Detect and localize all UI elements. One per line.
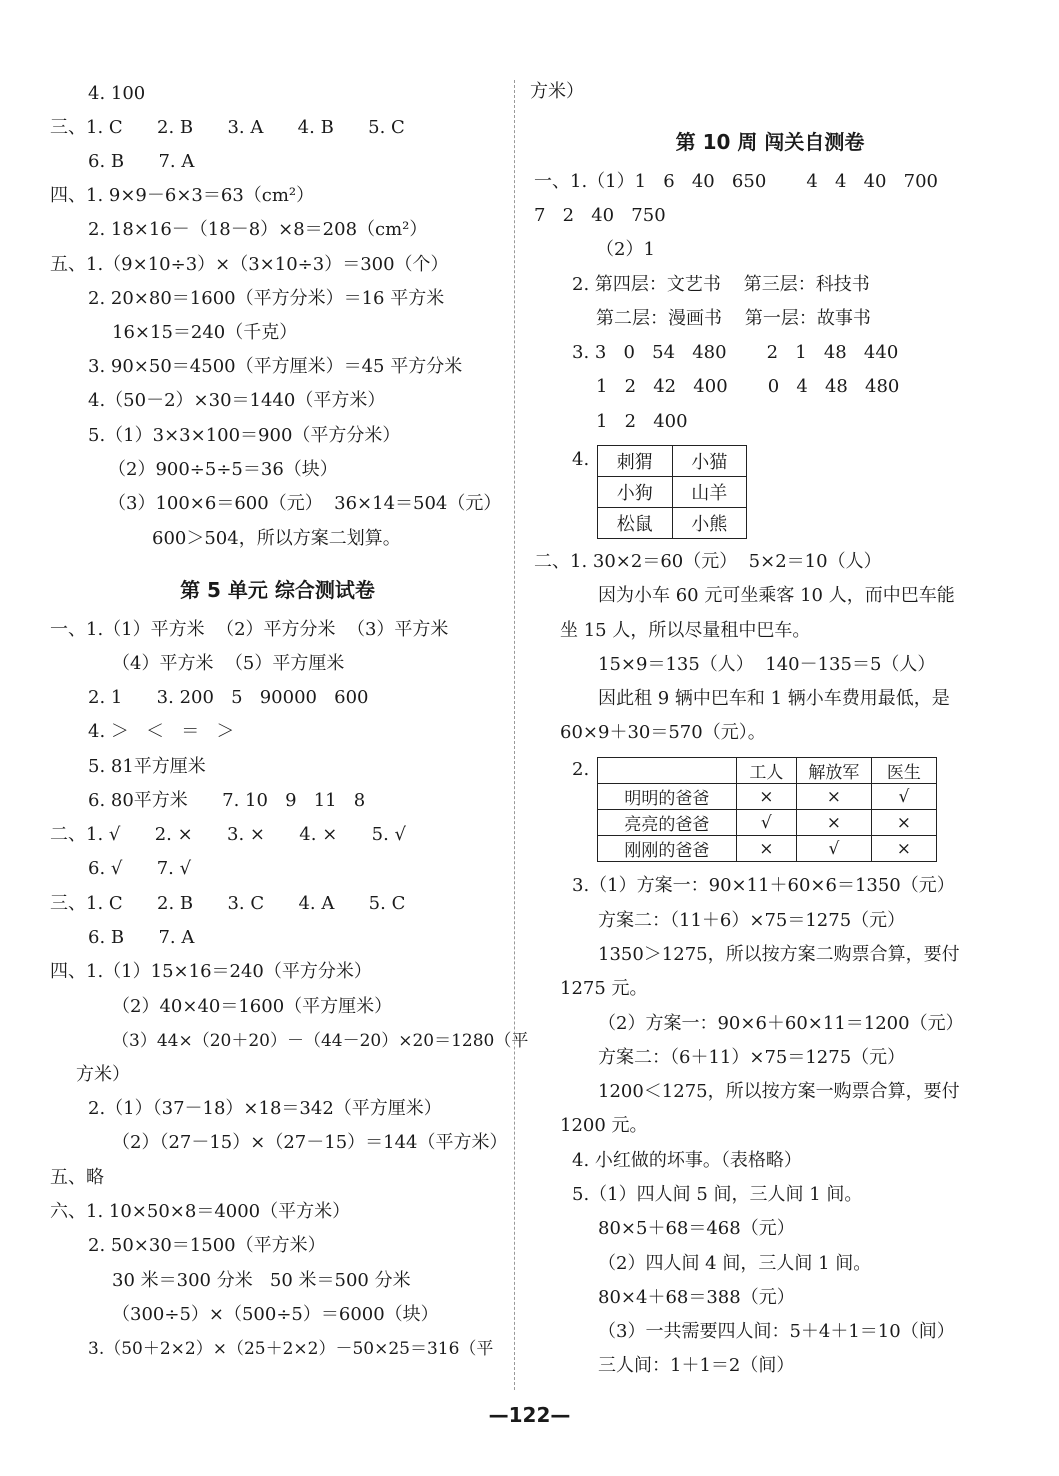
answer-line: 2.（1）（37－18）×18＝342（平方厘米）: [88, 1098, 442, 1119]
table-header-cell: 医生: [871, 758, 936, 784]
answer-line: 3. 90×50＝4500（平方厘米）＝45 平方分米: [88, 356, 463, 377]
job-table: [597, 757, 937, 862]
answer-line: 6. B 7. A: [88, 151, 195, 172]
table-cell: 小狗: [598, 477, 673, 508]
answer-line: 坐 15 人，所以尽量租中巴车。: [560, 620, 811, 641]
answer-line: 1 2 42 400 0 4 48 480: [596, 376, 900, 397]
answer-line: 1 2 400: [596, 411, 688, 432]
answer-line: 三、1. C 2. B 3. A 4. B 5. C: [50, 117, 405, 138]
answer-line: （3）一共需要四人间：5＋4＋1＝10（间）: [598, 1321, 955, 1342]
answer-line: （4）平方米 （5）平方厘米: [112, 653, 345, 674]
answer-line: （2）（27－15）×（27－15）＝144（平方米）: [112, 1132, 508, 1153]
answer-line: 600＞504，所以方案二划算。: [152, 528, 401, 549]
answer-line: 3.（1）方案一：90×11＋60×6＝1350（元）: [572, 875, 955, 896]
answer-line: 一、1.（1）1 6 40 650 4 4 40 700: [534, 171, 938, 192]
answer-line: 4.（50－2）×30＝1440（平方米）: [88, 390, 386, 411]
answer-line: 方米）: [76, 1064, 130, 1085]
answer-line: 二、1. √ 2. × 3. × 4. × 5. √: [50, 824, 406, 845]
answer-line: 1275 元。: [560, 978, 648, 999]
answer-line: （3）44×（20＋20）－（44－20）×20＝1280（平: [112, 1031, 529, 1051]
table-cell: √: [871, 784, 936, 810]
answer-line: 6. 80平方米 7. 10 9 11 8: [88, 790, 366, 811]
page-number: —122—: [488, 1403, 571, 1427]
answer-line: 5. 81平方厘米: [88, 756, 206, 777]
answer-line: 三人间：1＋1＝2（间）: [598, 1355, 795, 1376]
answer-line: 第二层：漫画书 第一层：故事书: [596, 308, 871, 329]
table-cell: ×: [736, 784, 796, 810]
table-header-cell: 工人: [736, 758, 796, 784]
answer-line: 4. 小红做的坏事。（表格略）: [572, 1150, 802, 1171]
question-number: 2.: [572, 759, 590, 780]
answer-line: 6. √ 7. √: [88, 858, 192, 879]
table-cell: √: [736, 810, 796, 836]
table-cell: 明明的爸爸: [598, 784, 737, 810]
answer-line: 二、1. 30×2＝60（元） 5×2＝10（人）: [534, 551, 882, 572]
table-cell: 刺猬: [598, 446, 673, 477]
answer-line: 3.（50＋2×2）×（25＋2×2）－50×25＝316（平: [88, 1339, 494, 1359]
answer-line: 16×15＝240（千克）: [112, 322, 298, 343]
column-divider: [514, 80, 515, 1390]
table-cell: ×: [871, 836, 936, 862]
answer-line: 三、1. C 2. B 3. C 4. A 5. C: [50, 893, 406, 914]
answer-line: 五、1.（9×10÷3）×（3×10÷3）＝300（个）: [50, 254, 449, 275]
answer-line: 6. B 7. A: [88, 927, 195, 948]
answer-line: 5.（1）3×3×100＝900（平方分米）: [88, 425, 401, 446]
answer-line: （2）900÷5÷5＝36（块）: [108, 459, 338, 480]
answer-line: 2. 第四层：文艺书 第三层：科技书: [572, 274, 870, 295]
answer-line: 80×5＋68＝468（元）: [598, 1218, 795, 1239]
answer-line: （2）方案一：90×6＋60×11＝1200（元）: [598, 1013, 964, 1034]
answer-line: （2）四人间 4 间，三人间 1 间。: [598, 1253, 872, 1274]
answer-line: 3. 3 0 54 480 2 1 48 440: [572, 342, 899, 363]
answer-line: 80×4＋68＝388（元）: [598, 1287, 795, 1308]
answer-line: 方案二：（11＋6）×75＝1275（元）: [598, 910, 906, 931]
section-heading: 第 5 单元 综合测试卷: [180, 578, 375, 602]
answer-line: 六、1. 10×50×8＝4000（平方米）: [50, 1201, 351, 1222]
table-cell: ×: [796, 784, 871, 810]
table-cell: 刚刚的爸爸: [598, 836, 737, 862]
question-number: 4.: [572, 449, 590, 470]
table-header-cell: 解放军: [796, 758, 871, 784]
answer-line: 一、1.（1）平方米 （2）平方分米 （3）平方米: [50, 619, 449, 640]
answer-line: 因为小车 60 元可坐乘客 10 人，而中巴车能: [598, 585, 955, 606]
answer-line: 2. 18×16－（18－8）×8＝208（cm²）: [88, 219, 428, 240]
answer-line: 1350＞1275，所以按方案二购票合算，要付: [598, 944, 960, 965]
answer-line: 15×9＝135（人） 140－135＝5（人）: [598, 654, 936, 675]
answer-line: 四、1. 9×9－6×3＝63（cm²）: [50, 185, 315, 206]
answer-line: 方案二：（6＋11）×75＝1275（元）: [598, 1047, 906, 1068]
table-cell: ×: [796, 810, 871, 836]
answer-line: （2）40×40＝1600（平方厘米）: [112, 996, 393, 1017]
table-cell: 亮亮的爸爸: [598, 810, 737, 836]
animal-table: [597, 445, 747, 539]
table-cell: 小熊: [672, 508, 747, 539]
answer-line: 1200＜1275，所以按方案一购票合算，要付: [598, 1081, 960, 1102]
table-header-cell: [598, 758, 737, 784]
answer-line: 因此租 9 辆中巴车和 1 辆小车费用最低，是: [598, 688, 950, 709]
answer-line: 1200 元。: [560, 1115, 648, 1136]
answer-line: 5.（1）四人间 5 间，三人间 1 间。: [572, 1184, 863, 1205]
table-cell: √: [796, 836, 871, 862]
answer-line: 30 米＝300 分米 50 米＝500 分米: [112, 1270, 411, 1291]
answer-line: 4. 100: [88, 83, 146, 104]
answer-line: 60×9＋30＝570（元）。: [560, 722, 766, 743]
answer-line: 五、略: [50, 1167, 104, 1188]
answer-line: 方米）: [530, 81, 584, 102]
table-cell: 松鼠: [598, 508, 673, 539]
answer-line: （2）1: [596, 239, 655, 260]
table-cell: 山羊: [672, 477, 747, 508]
section-heading: 第 10 周 闯关自测卷: [675, 130, 865, 154]
answer-line: 四、1.（1）15×16＝240（平方分米）: [50, 961, 372, 982]
answer-line: 4. ＞ ＜ ＝ ＞: [88, 721, 235, 742]
answer-line: （300÷5）×（500÷5）＝6000（块）: [112, 1304, 439, 1325]
answer-line: 2. 1 3. 200 5 90000 600: [88, 687, 369, 708]
answer-line: （3）100×6＝600（元） 36×14＝504（元）: [108, 493, 502, 514]
answer-line: 7 2 40 750: [534, 205, 666, 226]
table-cell: ×: [736, 836, 796, 862]
table-cell: 小猫: [672, 446, 747, 477]
answer-line: 2. 50×30＝1500（平方米）: [88, 1235, 326, 1256]
answer-line: 2. 20×80＝1600（平方分米）＝16 平方米: [88, 288, 445, 309]
table-cell: ×: [871, 810, 936, 836]
